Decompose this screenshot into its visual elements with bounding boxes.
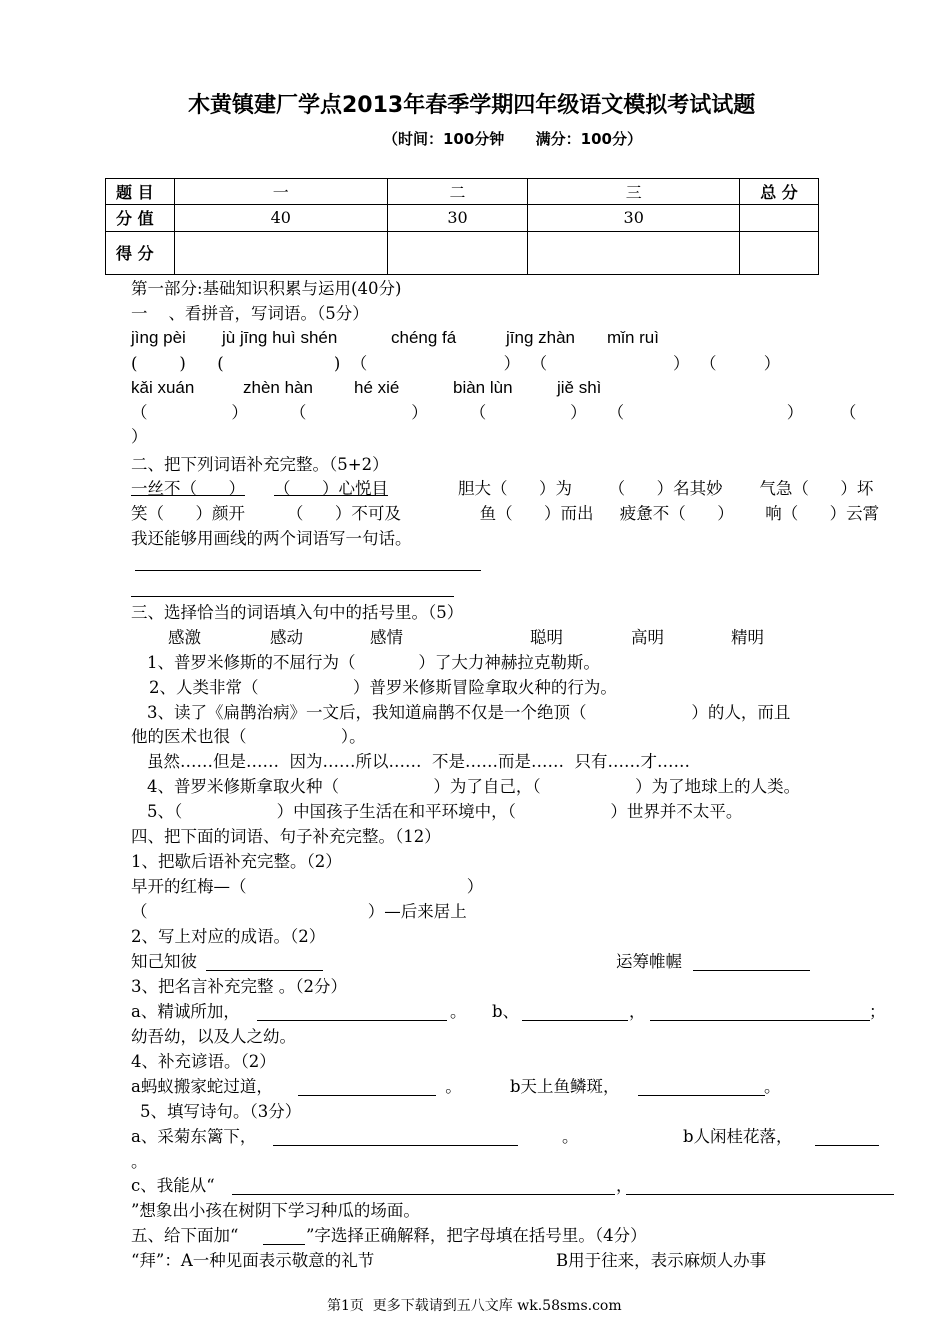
answer-line [257,1020,447,1021]
score-label: 得 分 [106,231,175,274]
answer-brackets: （ ） （ ） （ ） （ ） （ [131,403,857,422]
punct: 。 [764,1077,781,1096]
punct: ； [869,1002,886,1021]
q5-title-a: 五、给下面加“ [131,1226,239,1245]
q3-sentence-3: 3、读了《扁鹊治病》一文后，我知道扁鹊不仅是一个绝顶（ ）的人，而且 [147,703,791,722]
pinyin: zhèn hàn [243,378,313,397]
pinyin: kǎi xuán [131,378,195,397]
answer-line [206,970,323,971]
pinyin: jiě shì [557,378,602,397]
value-total [740,205,819,231]
word-choice: 聪明 [530,628,563,647]
score-header-item: 题 目 [106,179,175,205]
score-cell-2 [387,231,528,274]
score-cell-1 [174,231,387,274]
q3-sentence-3-cont: 他的医术也很（ ）。 [131,727,366,746]
pinyin: biàn lùn [453,378,513,397]
poem-c-cont: ”想象出小孩在树阴下学习种瓜的场面。 [131,1201,420,1220]
answer-line [273,1145,518,1146]
quote-a: a、精诚所加， [131,1002,240,1021]
score-header-2: 二 [387,179,528,205]
pinyin: mǐn ruì [607,328,659,347]
word-choice: 高明 [631,628,664,647]
q1-title: 一 、看拼音，写词语。（5分） [131,304,369,323]
word-choice: 感动 [270,628,303,647]
idiom-prompt: 运筹帷幄 [616,952,682,971]
punct: 。 [131,1152,148,1171]
value-3: 30 [528,205,740,231]
q5-title-b: ”字选择正确解释，把字母填在括号里。（4分） [306,1226,647,1245]
q3-title: 三、选择恰当的词语填入句中的括号里。（5） [131,603,464,622]
answer-line [232,1194,615,1195]
q4-title: 四、把下面的词语、句子补充完整。（12） [131,827,441,846]
answer-brackets: ( ) ( ) （ ） （ ） （ ） [131,354,781,373]
q4-sub5: 5、填写诗句。（3分） [140,1102,302,1121]
answer-line [650,1020,870,1021]
poem-a: a、采菊东篱下， [131,1127,257,1146]
q3-sentence-2: 2、人类非常（ ）普罗米修斯冒险拿取火种的行为。 [149,678,617,697]
pinyin: jìng pèi [131,328,186,347]
q4-sub1: 1、把歇后语补充完整。（2） [131,852,342,871]
exam-info: （时间：100分钟 满分：100分） [383,130,642,148]
score-table [105,178,819,275]
poem-c: c、我能从“ [131,1176,215,1195]
definition-a: “拜”：A一种见面表示敬意的礼节 [131,1251,375,1270]
answer-line [522,1020,628,1021]
q3-sentence-5: 5、（ ）中国孩子生活在和平环境中，（ ）世界并不太平。 [147,802,743,821]
q2-row2: 笑（ ）颜开 （ ）不可及 鱼（ ）而出 疲惫不（ ） 响（ ）云霄 [131,504,880,523]
punct: ， [616,1176,633,1195]
underlined-word: （ ）心悦目 [274,479,388,498]
score-cell-3 [528,231,740,274]
answer-line [638,1095,765,1096]
word-choice: 感激 [168,628,201,647]
value-1: 40 [174,205,387,231]
q3-sentence-4: 4、普罗米修斯拿取火种（ ）为了自己，（ ）为了地球上的人类。 [147,777,801,796]
pinyin: hé xié [354,378,400,397]
answer-line [131,596,454,597]
answer-line [815,1145,879,1146]
answer-line [263,1244,305,1245]
score-header-total: 总 分 [740,179,819,205]
word-choice: 感情 [370,628,403,647]
punct: ， [629,1002,646,1021]
score-cell-total [740,231,819,274]
page-footer: 第1页 更多下载请到五八文库 wk.58sms.com [327,1298,622,1314]
pinyin: jù jīng huì shén [222,328,338,347]
definition-b: B用于往来，表示麻烦人办事 [556,1251,767,1270]
word-choice: 精明 [731,628,764,647]
q4-sub2: 2、写上对应的成语。（2） [131,927,326,946]
value-2: 30 [387,205,528,231]
idiom-prompt: 知己知彼 [131,952,197,971]
q4-sub1b: （ ）—后来居上 [131,902,467,921]
quote-b: b、 [492,1002,520,1021]
q2-instruction: 我还能够用画线的两个词语写一句话。 [131,529,412,548]
proverb-a: a蚂蚁搬家蛇过道， [131,1077,273,1096]
q3-sentence-1: 1、普罗米修斯的不屈行为（ ）了大力神赫拉克勒斯。 [147,653,600,672]
value-label: 分 值 [106,205,175,231]
poem-b: b人闲桂花落， [683,1127,793,1146]
score-header-3: 三 [528,179,740,205]
q2-title: 二、把下列词语补充完整。（5+2） [131,455,389,474]
punct: 。 [562,1127,579,1146]
page-title: 木黄镇建厂学点2013年春季学期四年级语文模拟考试试题 [188,93,756,118]
pinyin: chéng fá [391,328,457,347]
conjunction-choices: 虽然……但是…… 因为……所以…… 不是……而是…… 只有……才…… [147,752,690,771]
pinyin: jīng zhàn [506,328,575,347]
part1-heading: 第一部分:基础知识积累与运用(40分) [131,279,402,298]
proverb-b: b天上鱼鳞斑， [510,1077,620,1096]
score-header-1: 一 [174,179,387,205]
punct: 。 [440,1077,462,1096]
q4-sub3: 3、把名言补充完整 。（2分） [131,977,347,996]
answer-line [626,1194,894,1195]
underlined-word: 一丝不（ ） [131,479,245,498]
answer-brackets-end: ） [131,427,148,446]
q4-sub4: 4、补充谚语。（2） [131,1052,276,1071]
q4-sub1a: 早开的红梅—（ ） [131,877,484,896]
answer-line [135,570,481,571]
answer-line [693,970,810,971]
quote-c: 幼吾幼，以及人之幼。 [131,1027,296,1046]
punct: 。 [450,1002,467,1021]
q2-row1: 胆大（ ）为 （ ）名其妙 气急（ ）坏 [458,479,874,498]
answer-line [298,1095,436,1096]
